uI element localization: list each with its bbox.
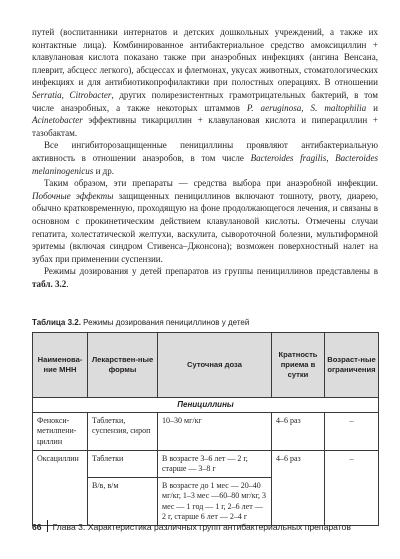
body-text xyxy=(32,26,378,290)
cell-age-limit: – xyxy=(325,413,379,451)
paragraph-text-run: , других полирезистентных грамотрицательных бактерий, в том числе анаэробных, а также некоторых штаммов xyxy=(32,89,378,113)
table-caption xyxy=(32,317,382,328)
paragraph-text-run: защищенных пенициллинов включают тошноту, рвоту, диарею, обычно кратковременную, проходящую на фоне продолжающегося лечения, и связаны в основном с прокинетическим действием клавулановой кислоты. Отмечены случаи гепатита, холестатической желтухи, васкулита, сывороточной болезни, мультиформной эритемы (включая синдром Стивенса–Джонсона); возможен поверхностный налет на зубах при применении суспензии. xyxy=(32,190,379,264)
paragraph xyxy=(32,139,378,177)
header-forms: Лекарствен-ные формы xyxy=(88,333,158,398)
table-caption-label: Таблица 3.2. xyxy=(32,318,81,327)
cell-frequency: 4–6 раз xyxy=(272,450,325,525)
cell-frequency: 4–6 раз xyxy=(272,413,325,451)
header-inn: Наименова-ние МНН xyxy=(33,333,88,398)
paragraph-text-run: и др. xyxy=(93,165,115,176)
cell-name: Фенокси-метилпени-циллин xyxy=(33,413,88,451)
cell-dose: В возрасте 3–6 лет — 2 г, старше — 3–8 г xyxy=(158,450,272,477)
header-frequency: Кратность приема в сутки xyxy=(272,333,325,398)
header-daily-dose: Суточная доза xyxy=(158,333,272,398)
paragraph xyxy=(32,177,378,265)
table-header-row xyxy=(33,333,379,398)
paragraph-text-run: Все ингибиторозащищенные пенициллины проявляют антибактериальную активность в отношении анаэробов, в том числе xyxy=(32,140,378,163)
paragraph-text-run: Побочные эффекты xyxy=(32,190,114,201)
cell-name: Оксациллин xyxy=(33,450,88,525)
footer-divider xyxy=(47,520,48,532)
table-row xyxy=(33,413,379,451)
page-footer xyxy=(32,520,382,533)
paragraph-text-run: путей (воспитанники интернатов и детских дошкольных учреждений, а также их контактные лица). Комбинированное антибактериальное средство амоксициллин + клавулановая кислота показано также при анаэробных инфекциях (ангина Венсана, плеврит, абсцесс легкого), абсцессах и флегмонах, укусах животных, стоматологических инфекциях и для антибиотикопрофилактики при полостных операциях. В отношении xyxy=(32,27,378,88)
cell-form: В/в, в/м xyxy=(88,478,158,526)
header-age-limits: Возраст-ные ограничения xyxy=(325,333,379,398)
chapter-title: Глава 3. Характеристика различных групп антибактериальных препаратов xyxy=(52,522,351,532)
paragraph-text-run: эффективны тикарциллин + клавулановая кислота и пиперациллин + тазобактам. xyxy=(32,115,378,138)
cell-dose: В возрасте до 1 мес — 20–40 мг/кг, 1–3 мес —60–80 мг/кг, 3 мес — 1 год — 1 г, 2–6 лет — 2 г, старше 6 лет — 2–4 г xyxy=(158,478,272,526)
cell-form: Таблетки xyxy=(88,450,158,477)
paragraph-text-run: Bacteroides fragilis, Bacteroides melaninogenicus xyxy=(32,152,378,176)
cell-age-limit: – xyxy=(325,450,379,525)
cell-form: Таблетки, суспензия, сироп xyxy=(88,413,158,451)
dosing-table xyxy=(32,332,379,526)
paragraph xyxy=(32,26,378,139)
paragraph-text-run: Serratia, Citrobacter xyxy=(32,89,112,100)
cell-dose: 10–30 мг/кг xyxy=(158,413,272,451)
table-group-row xyxy=(33,398,379,413)
table-caption-text: Режимы дозирования пенициллинов у детей xyxy=(80,318,250,327)
paragraph-text-run: P. aeruginosa, S. maltophilia xyxy=(246,102,367,113)
paragraph-text-run: Режимы дозирования у детей препаратов из группы пенициллинов представлены в xyxy=(44,266,378,277)
page-number: 66 xyxy=(32,522,42,532)
group-label: Пенициллины xyxy=(33,398,379,413)
paragraph-text-run: . xyxy=(66,278,69,289)
paragraph-text-run: Таким образом, эти препараты — средства выбора при анаэробной инфекции. xyxy=(44,178,378,189)
table-row xyxy=(33,450,379,477)
paragraph xyxy=(32,265,378,290)
paragraph-text-run: Acinetobacter xyxy=(32,115,83,126)
paragraph-text-run: табл. 3.2 xyxy=(32,278,67,289)
paragraph-text-run: и xyxy=(366,102,378,113)
